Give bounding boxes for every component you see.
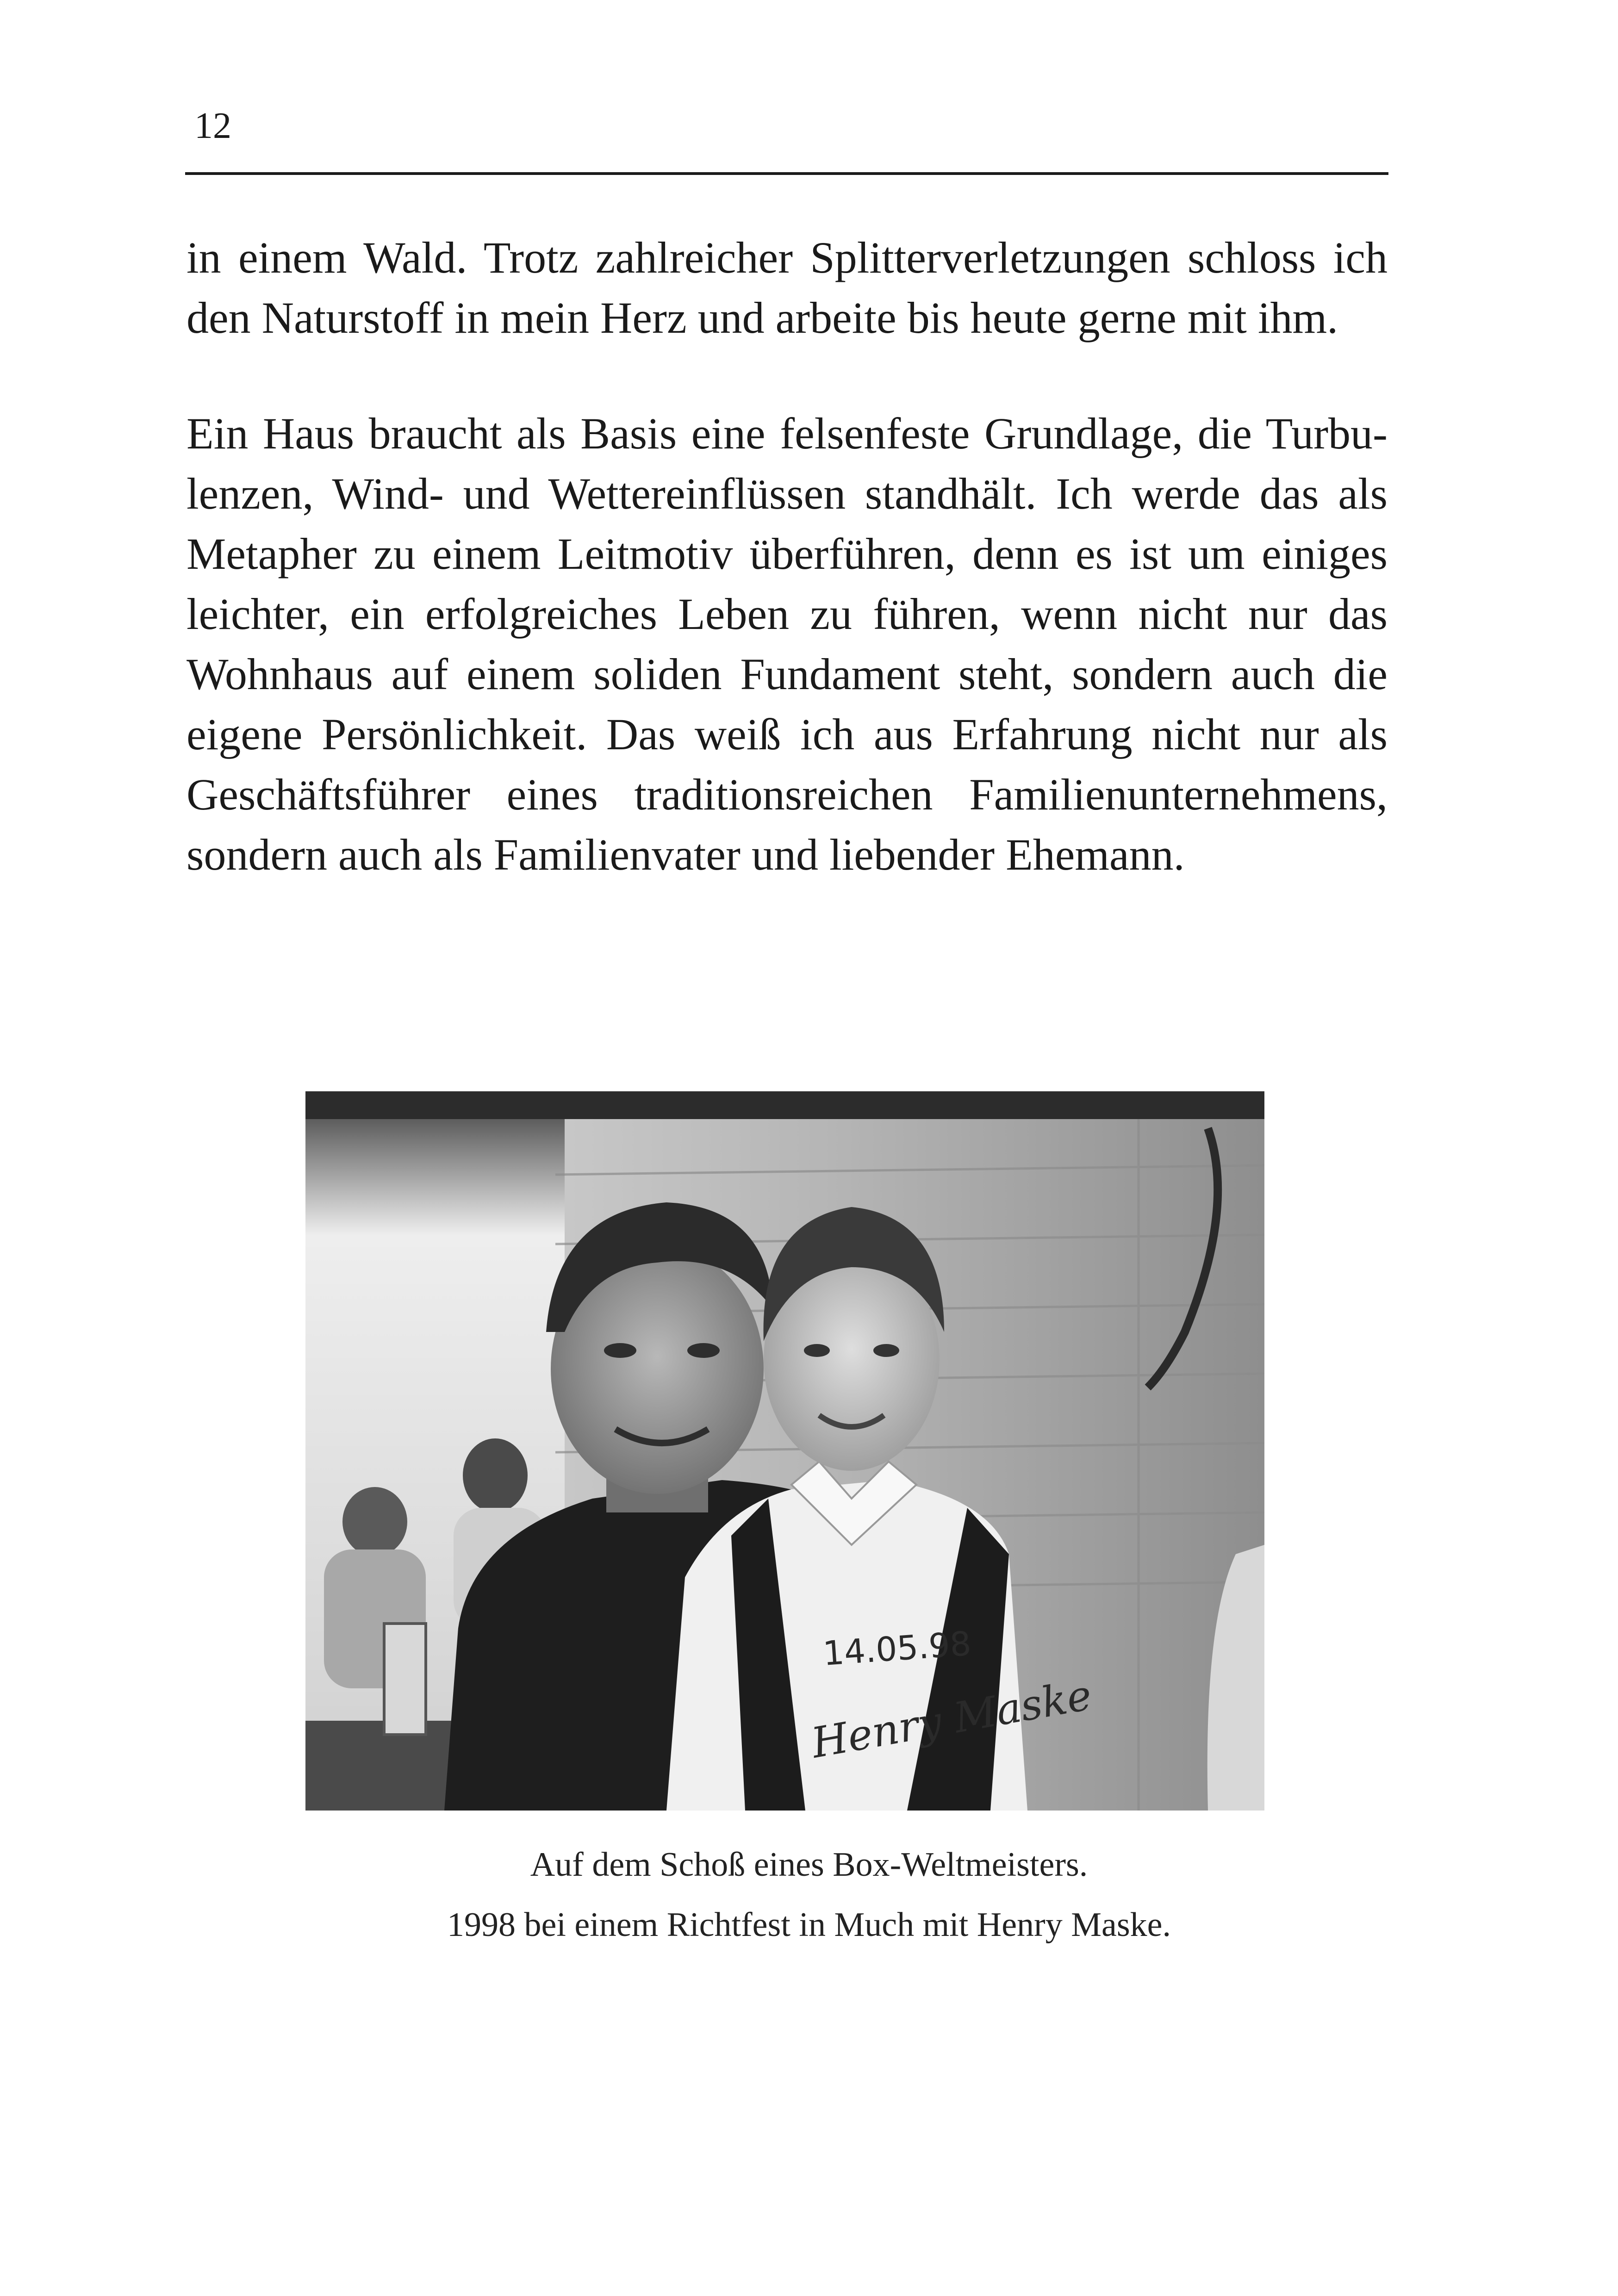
paragraph-line: eigene Persönlichkeit. Das weiß ich aus Erfahrung nicht nur als — [187, 709, 1388, 759]
paragraph-line: Geschäftsführer eines traditionsreichen Familienunternehmens, — [187, 770, 1388, 819]
shirt-writing-date: 14.05.98 — [821, 1624, 973, 1673]
paragraph-line: den Naturstoff in mein Herz und arbeite bis heute gerne mit ihm. — [187, 293, 1338, 342]
paragraph-line: in einem Wald. Trotz zahlreicher Splitterverletzungen schloss ich — [187, 233, 1388, 282]
page-number: 12 — [194, 106, 231, 146]
photo-caption-line-1: Auf dem Schoß eines Box-Weltmeisters. — [530, 1846, 1088, 1884]
paragraph-line: Wohnhaus auf einem soliden Fundament steht, sondern auch die — [187, 649, 1388, 699]
photo-man-and-boy — [305, 1091, 1264, 1811]
header-rule — [185, 172, 1388, 175]
paragraph-line: lenzen, Wind- und Wettereinflüssen standhält. Ich werde das als — [187, 469, 1388, 518]
paragraph-line: leichter, ein erfolgreiches Leben zu führen, wenn nicht nur das — [187, 589, 1388, 639]
paragraph-1 — [187, 228, 1388, 348]
shirt-signature: Henry Maske — [808, 1670, 1095, 1768]
paragraph-line: Metapher zu einem Leitmotiv überführen, denn es ist um einiges — [187, 529, 1388, 579]
paragraph-line: Ein Haus braucht als Basis eine felsenfeste Grundlage, die Turbu- — [187, 409, 1388, 458]
paragraph-line: sondern auch als Familienvater und liebender Ehemann. — [187, 830, 1185, 879]
paragraph-2 — [187, 404, 1388, 885]
photo-caption-line-2: 1998 bei einem Richtfest in Much mit Henry Maske. — [447, 1906, 1171, 1944]
